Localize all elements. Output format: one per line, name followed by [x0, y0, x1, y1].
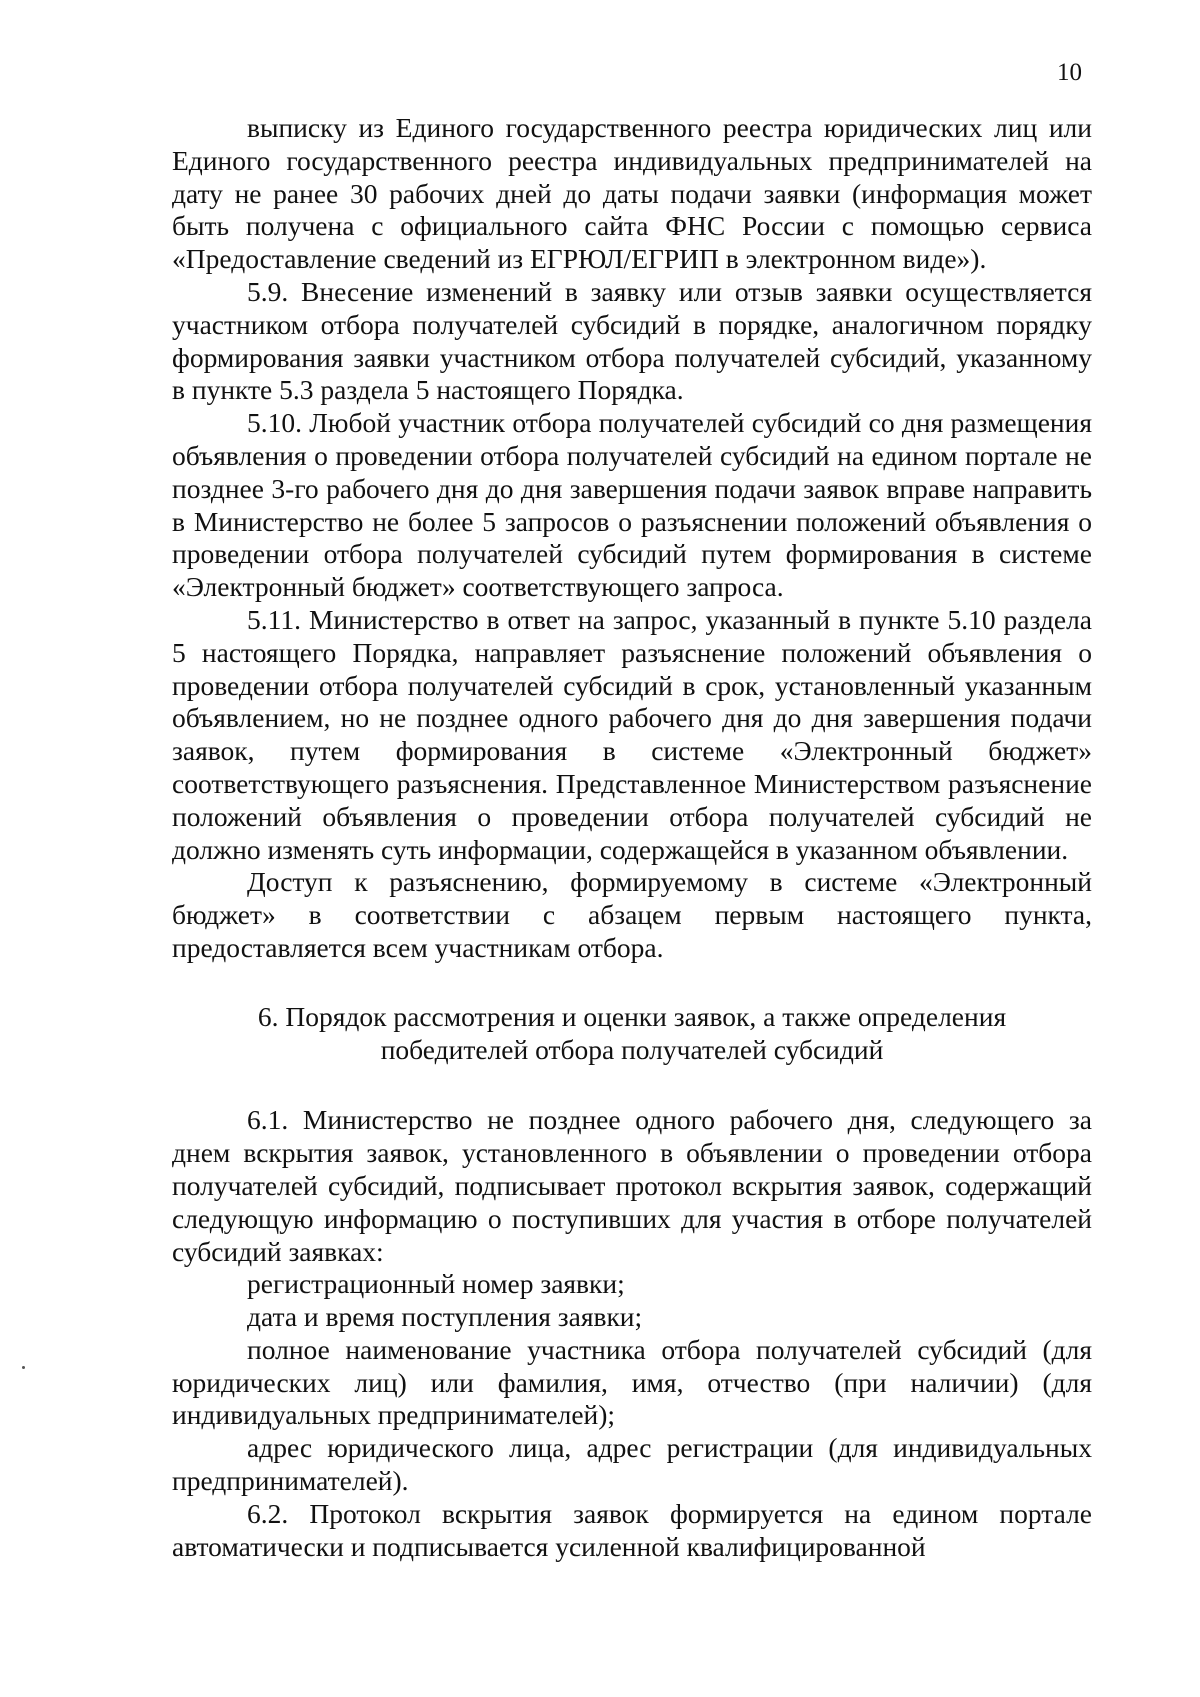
paragraph-6-1: 6.1. Министерство не позднее одного рабочего дня, следующего за днем вскрытия заявок, установленного в объявлении о проведении отбора получателей субсидий, подписывает протокол вскрытия заявок, содержащий следующую информацию о поступивших для участия в отборе получателей субсидий заявках:: [172, 1104, 1092, 1267]
page-number: 10: [1057, 59, 1082, 86]
paragraph-egrul-extract: выписку из Единого государственного реестра юридических лиц или Единого государственного реестра индивидуальных предпринимателей на дату не ранее 30 рабочих дней до даты подачи заявки (информация может быть получена с официального сайта ФНС России с помощью сервиса «Предоставление сведений из ЕГРЮЛ/ЕГРИП в электронном виде»).: [172, 112, 1092, 275]
paragraph-access-clarification: Доступ к разъяснению, формируемому в системе «Электронный бюджет» в соответствии с абзацем первым настоящего пункта, предоставляется всем участникам отбора.: [172, 866, 1092, 963]
scan-speck: [22, 1366, 25, 1369]
list-item-full-name: полное наименование участника отбора получателей субсидий (для юридических лиц) или фамилия, имя, отчество (при наличии) (для индивидуальных предпринимателей);: [172, 1333, 1092, 1431]
paragraph-6-2: 6.2. Протокол вскрытия заявок формируется на едином портале автоматически и подписывается усиленной квалифицированной: [172, 1497, 1092, 1562]
list-item-date-time: дата и время поступления заявки;: [247, 1301, 643, 1333]
paragraph-5-10: 5.10. Любой участник отбора получателей субсидий со дня размещения объявления о проведении отбора получателей субсидий на едином портале не позднее 3-го рабочего дня до дня завершения подачи заявок вправе направить в Министерство не более 5 запросов о разъяснении положений объявления о проведении отбора получателей субсидий путем формирования в системе «Электронный бюджет» соответствующего запроса.: [172, 407, 1092, 603]
document-body: [172, 112, 1092, 1563]
section-heading: [172, 1001, 1092, 1067]
paragraph-5-9: 5.9. Внесение изменений в заявку или отзыв заявки осуществляется участником отбора получателей субсидий в порядке, аналогичном порядку формирования заявки участником отбора получателей субсидий, указанному в пункте 5.3 раздела 5 настоящего Порядка.: [172, 275, 1092, 406]
section-heading-line-1: 6. Порядок рассмотрения и оценки заявок, а также определения: [257, 1000, 1007, 1032]
list-item-address: адрес юридического лица, адрес регистрации (для индивидуальных предпринимателей).: [172, 1432, 1092, 1497]
paragraph-5-11: 5.11. Министерство в ответ на запрос, указанный в пункте 5.10 раздела 5 настоящего Порядка, направляет разъяснение положений объявления о проведении отбора получателей субсидий в срок, установленный указанным объявлением, но не позднее одного рабочего дня до дня завершения подачи заявок, путем формирования в системе «Электронный бюджет» соответствующего разъяснения. Представленное Министерством разъяснение положений объявления о проведении отбора получателей субсидий не должно изменять суть информации, содержащейся в указанном объявлении.: [172, 603, 1092, 865]
list-item-registration-number: регистрационный номер заявки;: [247, 1268, 625, 1300]
section-heading-line-2: победителей отбора получателей субсидий: [380, 1033, 884, 1065]
